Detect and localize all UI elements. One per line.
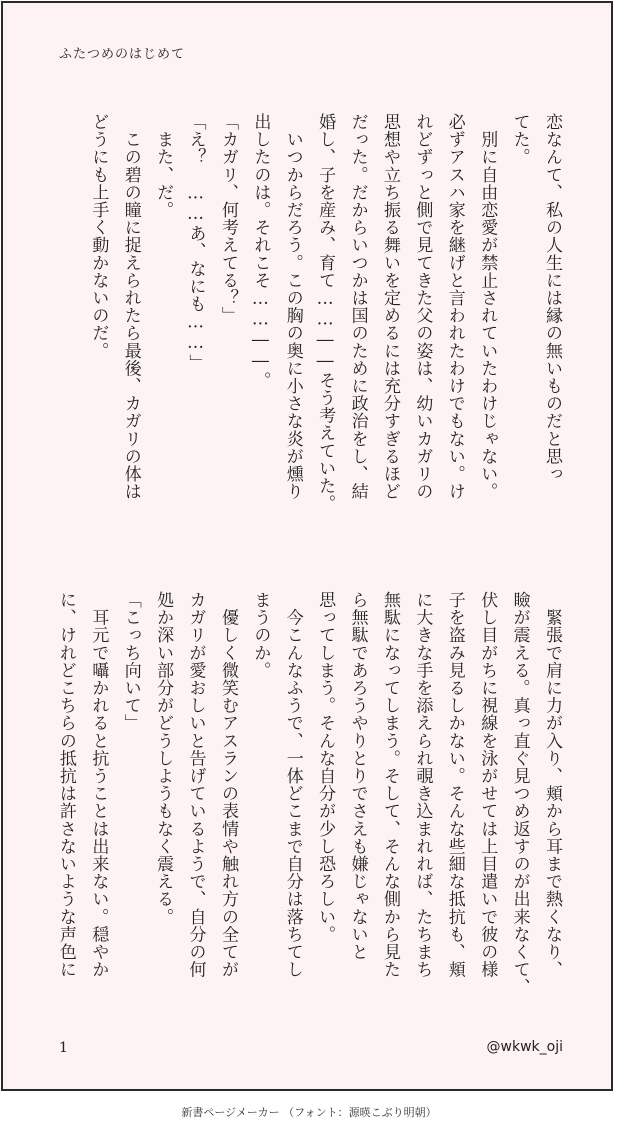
upper-text-block bbox=[53, 113, 568, 533]
text-line: 優しく微笑むアスランの表情や触れ方の全てが bbox=[217, 591, 238, 979]
text-line: いつからだろう。この胸の奥に小さな炎が燻り bbox=[282, 113, 303, 501]
text-line: まうのか。 bbox=[250, 591, 271, 679]
text-line: 子を盗み見るしかない。そんな些細な抵抗も、頬 bbox=[444, 591, 465, 979]
text-line: 「え？ ……あ、なにも……」 bbox=[185, 113, 206, 372]
text-line: 婚し、子を産み、育て……――そう考えていた。 bbox=[315, 113, 336, 513]
text-line: また、だ。 bbox=[153, 113, 174, 219]
text-line: この碧の瞳に捉えられたら最後、カガリの体は bbox=[120, 113, 141, 501]
text-line: に大きな手を添えられ覗き込まれれば、たちまち bbox=[412, 591, 433, 979]
book-title: ふたつめのはじめて bbox=[59, 47, 186, 62]
text-line: 処か深い部分がどうしようもなく震える。 bbox=[153, 591, 174, 926]
text-line: 恋なんて、私の人生には縁の無いものだと思っ bbox=[542, 113, 562, 483]
footer-credit: 新書ページメーカー （フォント：源暎こぶり明朝） bbox=[181, 1106, 437, 1119]
text-line: 思ってしまう。そんな自分が少し恐ろしい。 bbox=[315, 591, 336, 943]
author-handle: @wkwk_oji bbox=[486, 1039, 563, 1055]
text-line: 出したのは。それこそ……――。 bbox=[250, 113, 271, 389]
lower-text-block bbox=[53, 591, 568, 1011]
text-line: 瞼が震える。真っ直ぐ見つめ返すのが出来なくて、 bbox=[509, 591, 530, 996]
text-line: 耳元で囁かれると抗うことは出来ない。穏やか bbox=[88, 591, 109, 979]
text-line: に、けれどこちらの抵抗は許さないような声色に bbox=[55, 591, 76, 979]
text-line: 「こっち向いて」 bbox=[120, 591, 141, 732]
text-line: 無駄になってしまう。そして、そんな側から見た bbox=[379, 591, 400, 979]
text-line: 必ずアスハ家を継げと言われたわけでもない。け bbox=[444, 113, 465, 501]
text-line: ら無駄であろうやりとりでさえも嫌じゃないと bbox=[347, 591, 368, 961]
text-line: 伏し目がちに視線を泳がせては上目遣いで彼の様 bbox=[477, 591, 498, 979]
text-line: 緊張で肩に力が入り、頬から耳まで熱くなり、 bbox=[542, 591, 562, 979]
text-line: 「カガリ、何考えてる？」 bbox=[217, 113, 238, 325]
book-page bbox=[1, 1, 613, 1091]
text-line: 思想や立ち振る舞いを定めるには充分すぎるほど bbox=[379, 113, 400, 501]
text-line: だった。だからいつかは国のために政治をし、結 bbox=[347, 113, 368, 501]
text-line: てた。 bbox=[509, 113, 530, 166]
text-line: れどずっと側で見てきた父の姿は、幼いカガリの bbox=[412, 113, 433, 501]
text-line: 今こんなふうで、一体どこまで自分は落ちてし bbox=[282, 591, 303, 979]
page-number: 1 bbox=[59, 1040, 68, 1056]
text-line: 別に自由恋愛が禁止されていたわけじゃない。 bbox=[477, 113, 498, 501]
text-line: どうにも上手く動かないのだ。 bbox=[88, 113, 109, 360]
text-line: カガリが愛おしいと告げているようで、自分の何 bbox=[185, 591, 206, 979]
